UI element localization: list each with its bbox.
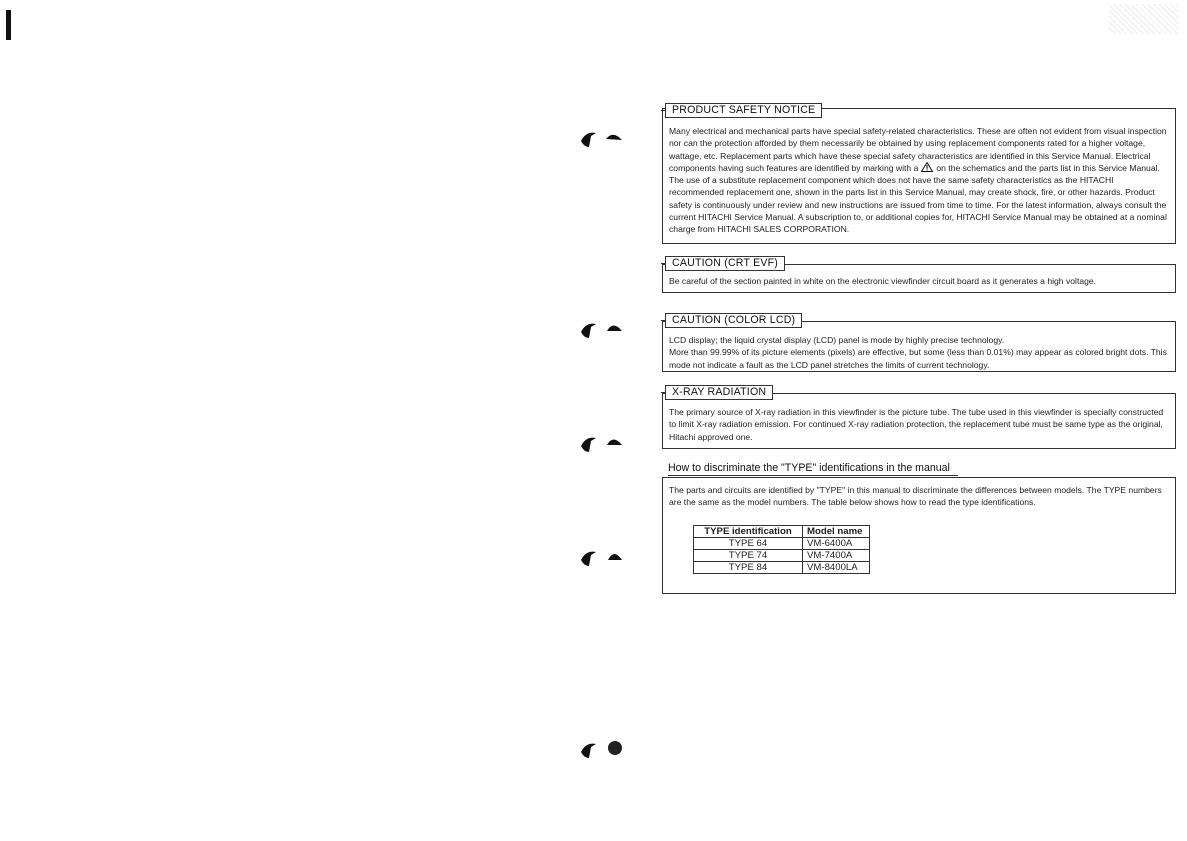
binding-hole-5 bbox=[578, 738, 624, 760]
type-table-header-row bbox=[694, 526, 870, 538]
binding-hole-4 bbox=[578, 546, 624, 568]
warning-triangle-icon bbox=[921, 162, 933, 172]
type-section-box bbox=[662, 477, 1176, 594]
type-table-header: TYPE identification bbox=[694, 526, 803, 538]
type-cell: TYPE 74 bbox=[694, 550, 803, 562]
caution-crt-evf-title: CAUTION (CRT EVF) bbox=[665, 256, 785, 271]
type-cell: TYPE 84 bbox=[694, 562, 803, 574]
product-safety-body-part1: Many electrical and mechanical parts have special safety-related characteristics. These are often not evident from visual inspection nor can the protection afforded by them necessarily be obtained by using replacement components rated for a higher voltage, wattage, etc. Replacement parts which have these special safety characteristics are identified in this Service Manual. Electrical components having such features are identified by marking with a bbox=[669, 126, 1167, 173]
product-safety-notice bbox=[662, 104, 1176, 244]
caution-crt-evf-body: Be careful of the section painted in white on the electronic viewfinder circuit board as it generates a high voltage. bbox=[669, 276, 1097, 286]
product-safety-body-part2: on the schematics and the parts list in this Service Manual. The use of a substitute replacement component which does not have the same safety characteristics as the HITACHI recommended replacement one, shown in the parts list in this Service Manual, may create shock, fire, or other hazards. Product safety is continuously under review and new instructions are issued from time to time. For the latest information, always consult the current HITACHI Service Manual. A subscription to, or additional copies for, HITACHI Service Manual may be obtained at a nominal charge from HITACHI SALES CORPORATION. bbox=[669, 162, 1167, 235]
type-section-heading: How to discriminate the "TYPE" identifications in the manual bbox=[668, 462, 958, 476]
type-table bbox=[693, 525, 870, 574]
binding-hole-3 bbox=[578, 432, 624, 454]
type-cell: TYPE 64 bbox=[694, 538, 803, 550]
binding-hole-2 bbox=[578, 318, 624, 340]
caution-crt-evf-notice bbox=[662, 257, 1176, 293]
model-cell: VM-8400LA bbox=[803, 562, 870, 574]
model-cell: VM-6400A bbox=[803, 538, 870, 550]
binding-hole-1 bbox=[578, 127, 624, 149]
xray-radiation-title: X-RAY RADIATION bbox=[665, 385, 773, 400]
table-row bbox=[694, 562, 870, 574]
scan-edge-bar bbox=[6, 10, 11, 40]
table-row bbox=[694, 538, 870, 550]
model-cell: VM-7400A bbox=[803, 550, 870, 562]
type-table-header: Model name bbox=[803, 526, 870, 538]
product-safety-title: PRODUCT SAFETY NOTICE bbox=[665, 103, 822, 118]
caution-color-lcd-title: CAUTION (COLOR LCD) bbox=[665, 313, 802, 328]
table-row bbox=[694, 550, 870, 562]
caution-color-lcd-notice bbox=[662, 314, 1176, 372]
product-safety-body bbox=[669, 125, 1169, 236]
caution-color-lcd-line1: LCD display; the liquid crystal display (LCD) panel is mode by highly precise technology. bbox=[669, 335, 1005, 345]
type-section-body: The parts and circuits are identified by "TYPE" in this manual to discriminate the differences between models. The TYPE numbers are the same as the model numbers. The table below shows how to read the type identifications. bbox=[669, 485, 1162, 508]
xray-radiation-notice bbox=[662, 386, 1176, 449]
xray-radiation-body: The primary source of X-ray radiation in this viewfinder is the picture tube. The tube used in this viewfinder is specially constructed to limit X-ray radiation emission. For continued X-ray radiation protection, the replacement tube must be same type as the original, Hitachi approved one. bbox=[669, 407, 1164, 442]
scan-noise bbox=[1109, 4, 1179, 34]
caution-color-lcd-line2: More than 99.99% of its picture elements (pixels) are effective, but some (less than 0.01%) may appear as colored bright dots. This mode not indicate a fault as the LCD panel stretches the limits of current technology. bbox=[669, 347, 1167, 370]
